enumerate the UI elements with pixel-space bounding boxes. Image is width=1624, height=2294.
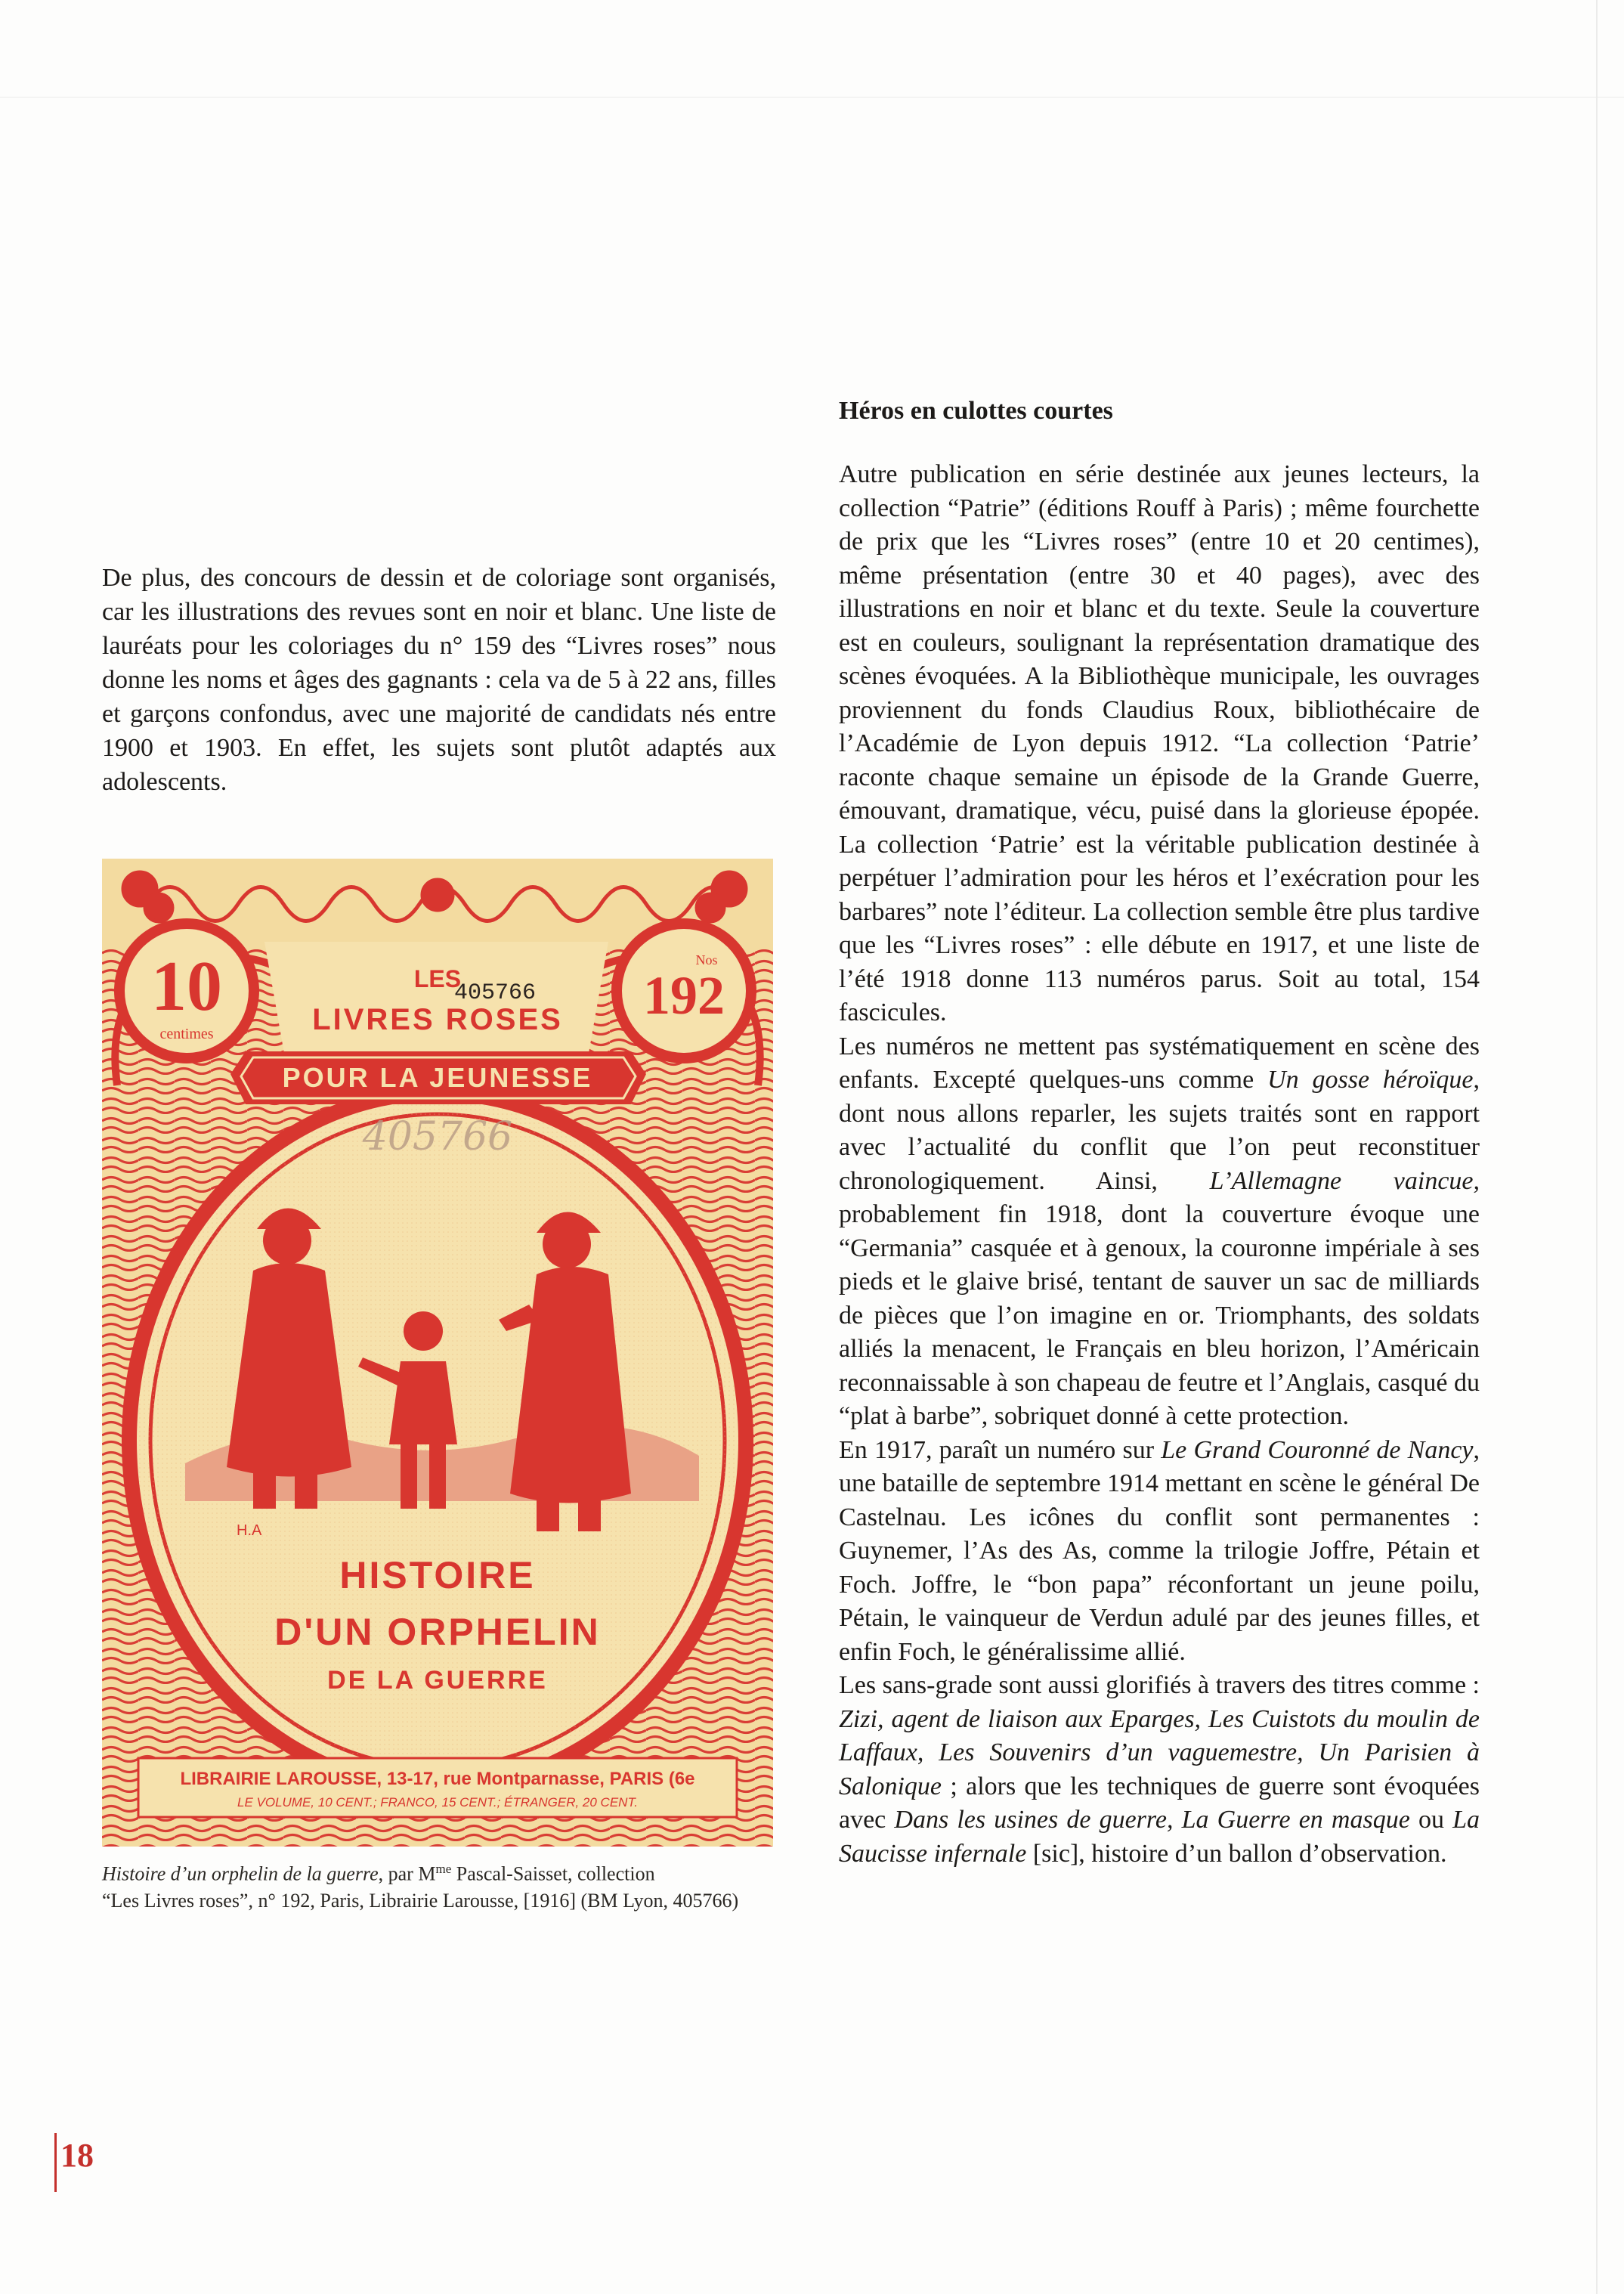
issue-medallion — [611, 918, 756, 1063]
book-cover-image — [102, 859, 773, 1847]
cover-title-line2: D'UN ORPHELIN — [274, 1611, 601, 1653]
series-name: LIVRES ROSES — [312, 1003, 563, 1036]
publisher-box — [138, 1758, 737, 1817]
paragraph-4: Les sans-grade sont aussi glorifiés à travers des titres comme : Zizi, agent de liaison aux Eparges, Les Cuistots du moulin de Laffaux, Les Souvenirs d’un vaguemestre, Un Parisien à Salonique ; alors que les techniques de guerre sont évoquées avec Dans les usines de guerre, La Guerre en masque ou La Saucisse infernale [sic], histoire d’un ballon d’observation. — [839, 1671, 1480, 1868]
artist-monogram: H.A — [237, 1522, 262, 1539]
right-edge-rule — [1596, 0, 1598, 2294]
shelfmark-stamp: 405766 — [453, 980, 537, 1006]
issue-number: 192 — [643, 965, 725, 1026]
left-column — [102, 561, 776, 799]
caption-text-end: Pascal-Saisset, collection — [451, 1862, 655, 1885]
paragraph-3: En 1917, paraît un numéro sur Le Grand Couronné de Nancy, une bataille de septembre 1914 mettant en scène le général De Castelnau. Les icônes du conflit sont permanentes : Guynemer, l’As des As, comme la trilogie Joffre, Pétain et Foch. Joffre, le “bon papa” réconfortant un jeune poilu, Pétain, le vainqueur de Verdun adulé par des jeunes filles, et enfin Foch, le généralissime allié. — [839, 1435, 1480, 1666]
price-medallion — [114, 918, 259, 1063]
price-unit: centimes — [159, 1026, 214, 1042]
caption-text: , par M — [378, 1862, 436, 1885]
issue-label: Nos — [695, 952, 718, 967]
series-les: LES — [413, 965, 462, 992]
cover-illustration — [102, 859, 773, 1847]
page-number: 18 — [60, 2137, 94, 2174]
caption-line2: “Les Livres roses”, n° 192, Paris, Librairie Larousse, [1916] (BM Lyon, 405766) — [102, 1889, 739, 1912]
price-number: 10 — [151, 947, 222, 1026]
audience-banner — [230, 1051, 646, 1104]
handwritten-shelfmark: 405766 — [362, 1114, 513, 1159]
figure-caption — [102, 1856, 782, 1914]
section-heading: Héros en culottes courtes — [839, 397, 1113, 425]
cover-title-line1: HISTOIRE — [339, 1554, 536, 1596]
right-column — [839, 395, 1480, 1871]
paragraph-2: Les numéros ne mettent pas systématiquement en scène des enfants. Excepté quelques-uns comme Un gosse héroïque, dont nous allons reparler, les sujets traités sont en rapport avec l’actualité du conflit que l’on peut reconstituer chronologiquement. Ainsi, L’Allemagne vaincue, probablement fin 1918, dont la couverture évoque une “Germania” casquée et à genoux, la couronne impériale à ses pieds et le glaive brisé, tentant de sauver un sac de milliards de pièces que l’on imagine en or. Triomphants, des soldats alliés la menacent, le Français en bleu horizon, l’Américain reconnaissable à son chapeau de feutre et l’Anglais, casqué du “plat à barbe”, sobriquet donné à cette protection. — [839, 1032, 1480, 1430]
price-line: LE VOLUME, 10 CENT.; FRANCO, 15 CENT.; ÉTRANGER, 20 CENT. — [237, 1795, 638, 1810]
paragraph-1: Autre publication en série destinée aux jeunes lecteurs, la collection “Patrie” (éditions Rouff à Paris) ; même fourchette de prix que les “Livres roses” (entre 10 et 20 centimes), même présentation (entre 30 et 40 pages), avec des illustrations en noir et blanc et du texte. Seule la couverture est en couleurs, soulignant la représentation dramatique des scènes évoquées. A la Bibliothèque municipale, les ouvrages proviennent du fonds Claudius Roux, bibliothécaire de l’Académie de Lyon depuis 1912. “La collection ‘Patrie’ raconte chaque semaine un épisode de la Grande Guerre, émouvant, dramatique, vécu, puisé dans la glorieuse épopée. La collection ‘Patrie’ est la véritable publication destinée à perpétuer l’admiration pour les héros et l’exécration pour les barbares” note l’éditeur. La collection semble être plus tardive que les “Livres roses” : elle débute en 1917, et une liste de l’été 1918 donne 113 numéros parus. Soit au total, 154 fascicules. — [839, 460, 1480, 1026]
cover-title-line3: DE LA GUERRE — [327, 1666, 548, 1695]
audience-banner-text: POUR LA JEUNESSE — [282, 1062, 593, 1093]
folio-bar — [54, 2133, 57, 2192]
caption-title: Histoire d’un orphelin de la guerre — [102, 1862, 379, 1885]
publisher-line: LIBRAIRIE LAROUSSE, 13-17, rue Montparnasse, PARIS (6e — [180, 1769, 695, 1789]
caption-superscript: me — [435, 1862, 452, 1876]
top-rule — [0, 97, 1624, 98]
left-paragraph: De plus, des concours de dessin et de coloriage sont organisés, car les illustrations des revues sont en noir et blanc. Une liste de lauréats pour les coloriages du n° 159 des “Livres roses” nous donne les noms et âges des gagnants : cela va de 5 à 22 ans, filles et garçons confondus, avec une majorité de candidats nés entre 1900 et 1903. En effet, les sujets sont plutôt adaptés aux adolescents. — [102, 564, 776, 796]
series-title — [264, 942, 608, 1070]
caption-line1 — [102, 1856, 782, 1887]
